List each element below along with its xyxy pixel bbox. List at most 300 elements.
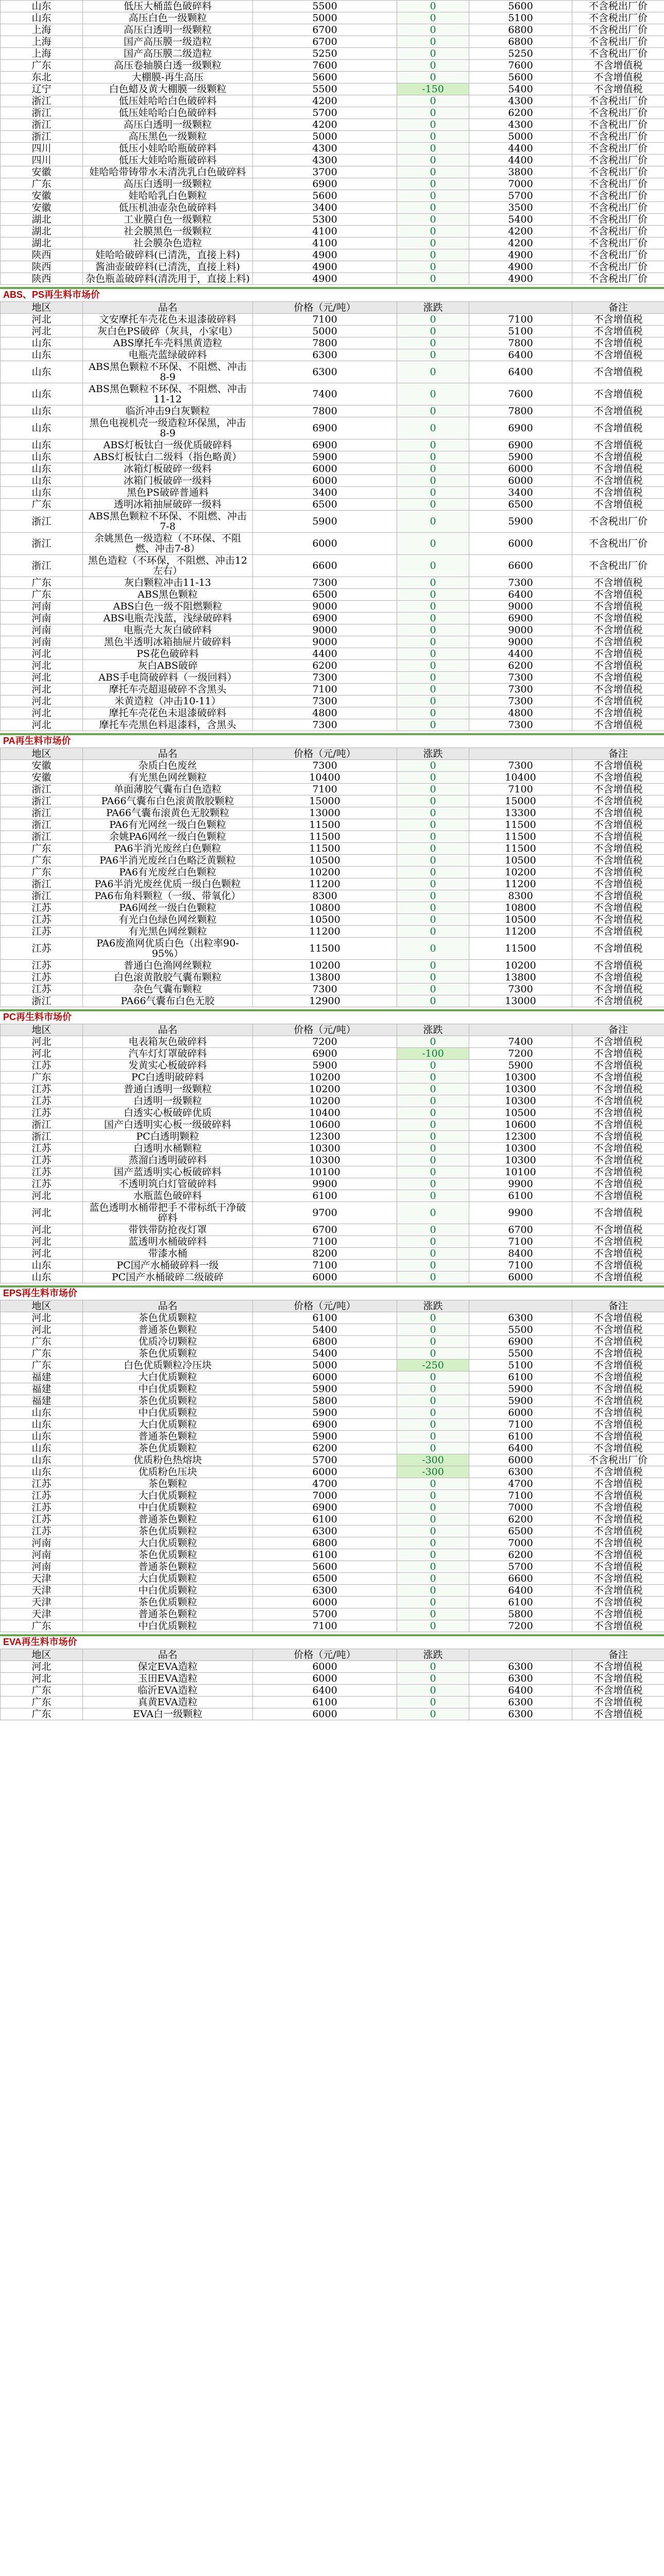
change-cell: 0 [397,214,469,226]
price-table [0,748,664,1007]
product-cell: 大棚膜-再生高压 [83,72,253,83]
change-cell: 0 [397,636,469,648]
table-row [1,383,664,405]
region-cell: 浙江 [1,795,83,807]
table-header-row [1,302,664,314]
product-cell: 茶色优质颗粒 [83,1395,253,1407]
price-cell: 5700 [253,1608,397,1620]
product-cell: 高压白透明一级颗粒 [83,24,253,36]
prev-price-cell: 6400 [469,349,572,361]
table-row [1,926,664,938]
change-cell: 0 [397,1036,469,1048]
price-cell: 7300 [253,672,397,684]
change-cell: 0 [397,499,469,511]
price-cell: 6100 [253,1549,397,1561]
product-cell: 大白优质颗粒 [83,1371,253,1383]
product-cell: 临沂EVA造粒 [83,1685,253,1697]
note-cell: 不含增值税 [572,1143,664,1155]
product-cell: 优质粉色压块 [83,1466,253,1478]
price-cell: 12300 [253,1131,397,1143]
price-cell: 4100 [253,238,397,249]
note-cell: 不含增值税 [572,995,664,1007]
prev-price-cell: 9900 [469,1178,572,1190]
table-header-row [1,1024,664,1036]
price-cell: 5900 [253,1383,397,1395]
table-row [1,119,664,131]
note-cell: 不含增值税 [572,1119,664,1131]
table-row [1,1155,664,1166]
note-cell: 不含增值税 [572,1155,664,1166]
table-row [1,696,664,707]
prev-price-cell: 6300 [469,1708,572,1720]
price-cell: 5900 [253,1060,397,1072]
region-cell: 山东 [1,1454,83,1466]
table-row [1,1336,664,1348]
change-cell: 0 [397,143,469,155]
change-cell: 0 [397,1585,469,1597]
prev-price-cell: 7300 [469,719,572,731]
prev-price-cell: 5800 [469,1608,572,1620]
note-cell: 不含增值税 [572,1502,664,1514]
price-cell: 5500 [253,1,397,12]
change-cell: 0 [397,855,469,867]
product-cell: 杂质白色废丝 [83,760,253,772]
table-row [1,1443,664,1454]
product-cell: 大白优质颗粒 [83,1537,253,1549]
product-cell: 茶色优质颗粒 [83,1312,253,1324]
product-cell: 茶色优质颗粒 [83,1597,253,1608]
change-cell: 0 [397,1395,469,1407]
table-row [1,1431,664,1443]
region-cell: 山东 [1,1443,83,1454]
region-cell: 广东 [1,1348,83,1360]
change-cell: -150 [397,83,469,95]
product-cell: 普通茶色颗粒 [83,1431,253,1443]
prev-price-cell: 7300 [469,684,572,696]
column-header: 品名 [83,1649,253,1661]
price-cell: 10100 [253,1166,397,1178]
table-row [1,984,664,995]
price-cell: 5700 [253,1454,397,1466]
table-row [1,719,664,731]
price-cell: 11200 [253,878,397,890]
note-cell: 不含增值税 [572,1312,664,1324]
product-cell: PA6废渔网优质白色（出粒率90-95%） [83,938,253,960]
region-cell: 山东 [1,1272,83,1283]
change-cell: 0 [397,938,469,960]
region-cell: 河北 [1,660,83,672]
region-cell: 浙江 [1,831,83,843]
region-cell: 山东 [1,1466,83,1478]
price-cell: 10800 [253,902,397,914]
column-header: 价格（元/吨） [253,748,397,760]
table-row [1,1178,664,1190]
note-cell: 不含增值税 [572,577,664,589]
column-header: 地区 [1,1649,83,1661]
price-cell: 12900 [253,995,397,1007]
change-cell: 0 [397,36,469,48]
region-cell: 广东 [1,843,83,855]
change-cell: 0 [397,972,469,984]
note-cell: 不含增值税 [572,463,664,475]
table-row [1,190,664,202]
product-cell: 娃哈哈乳白色颗粒 [83,190,253,202]
prev-price-cell: 7400 [469,1036,572,1048]
price-cell: 10600 [253,1119,397,1131]
price-cell: 5600 [253,190,397,202]
region-cell: 江苏 [1,1166,83,1178]
product-cell: PA6布角料颗粒（一级、带氧化） [83,890,253,902]
column-header: 涨跌 [397,1649,469,1661]
prev-price-cell: 6000 [469,475,572,487]
change-cell: -100 [397,1048,469,1060]
prev-price-cell: 7800 [469,337,572,349]
price-cell: 6000 [253,475,397,487]
region-cell: 广东 [1,855,83,867]
price-cell: 4200 [253,119,397,131]
prev-price-cell: 6100 [469,1371,572,1383]
price-cell: 6900 [253,439,397,451]
product-cell: 杂色瓶盖破碎料(清洗用于，直接上料) [83,273,253,285]
column-header [469,1300,572,1312]
column-header [469,748,572,760]
region-cell: 安徽 [1,190,83,202]
prev-price-cell: 6000 [469,533,572,555]
price-cell: 6000 [253,1371,397,1383]
region-cell: 江苏 [1,1502,83,1514]
product-cell: 低压大娃哈哈瓶破碎料 [83,155,253,166]
column-header: 品名 [83,1300,253,1312]
region-cell: 河北 [1,1312,83,1324]
change-cell: 0 [397,719,469,731]
prev-price-cell: 10500 [469,1107,572,1119]
table-row [1,1312,664,1324]
column-header: 备注 [572,1024,664,1036]
region-cell: 河北 [1,1202,83,1224]
price-cell: 6300 [253,349,397,361]
change-cell: -300 [397,1454,469,1466]
price-cell: 6500 [253,589,397,601]
product-cell: 杂色气囊布颗粒 [83,984,253,995]
price-cell: 7100 [253,684,397,696]
product-cell: 水瓶蓝色破碎料 [83,1190,253,1202]
note-cell: 不含增值税 [572,672,664,684]
prev-price-cell: 8300 [469,890,572,902]
region-cell: 江苏 [1,926,83,938]
price-cell: 4100 [253,226,397,238]
prev-price-cell: 6900 [469,613,572,624]
product-cell: PA66气囊布滚黄色无胶颗粒 [83,807,253,819]
note-cell: 不含税出厂价 [572,131,664,143]
change-cell: 0 [397,511,469,533]
note-cell: 不含增值税 [572,1048,664,1060]
region-cell: 浙江 [1,878,83,890]
region-cell: 山东 [1,1407,83,1419]
note-cell: 不含增值税 [572,784,664,795]
column-header: 品名 [83,1024,253,1036]
region-cell: 广东 [1,1708,83,1720]
change-cell: 0 [397,1549,469,1561]
price-section [0,287,664,731]
region-cell: 辽宁 [1,83,83,95]
table-row [1,1,664,12]
note-cell: 不含增值税 [572,1673,664,1685]
price-cell: 7300 [253,760,397,772]
price-cell: 7100 [253,314,397,326]
change-cell: 0 [397,660,469,672]
change-cell: 0 [397,1248,469,1260]
prev-price-cell: 6000 [469,1407,572,1419]
change-cell: 0 [397,226,469,238]
table-row [1,1119,664,1131]
prev-price-cell: 11200 [469,878,572,890]
note-cell: 不含增值税 [572,1431,664,1443]
region-cell: 安徽 [1,772,83,784]
note-cell: 不含增值税 [572,1407,664,1419]
region-cell: 河北 [1,696,83,707]
table-row [1,914,664,926]
change-cell: 0 [397,475,469,487]
column-header [469,1024,572,1036]
change-cell: 0 [397,795,469,807]
price-cell: 4700 [253,1478,397,1490]
price-cell: 6900 [253,613,397,624]
prev-price-cell: 5900 [469,1060,572,1072]
table-row [1,361,664,383]
prev-price-cell: 7300 [469,577,572,589]
region-cell: 河北 [1,707,83,719]
region-cell: 广东 [1,589,83,601]
prev-price-cell: 7800 [469,405,572,417]
price-cell: 11500 [253,843,397,855]
product-cell: 普通茶色颗粒 [83,1561,253,1573]
price-cell: 7800 [253,337,397,349]
column-header: 价格（元/吨） [253,1300,397,1312]
region-cell: 陕西 [1,261,83,273]
table-row [1,795,664,807]
prev-price-cell: 5900 [469,511,572,533]
note-cell: 不含增值税 [572,795,664,807]
product-cell: 灰白ABS破碎 [83,660,253,672]
prev-price-cell: 9900 [469,1202,572,1224]
region-cell: 天津 [1,1608,83,1620]
table-row [1,261,664,273]
product-cell: 灰白色PS破碎（灰具，小家电） [83,326,253,337]
region-cell: 江苏 [1,1514,83,1526]
product-cell: 白透明水桶颗粒 [83,1143,253,1155]
price-cell: 5000 [253,1360,397,1371]
region-cell: 江苏 [1,1490,83,1502]
change-cell: 0 [397,1119,469,1131]
note-cell: 不含增值税 [572,589,664,601]
table-row [1,1083,664,1095]
change-cell: 0 [397,451,469,463]
product-cell: 黑色造粒（不环保，不阻燃、冲击12左右） [83,555,253,577]
region-cell: 江苏 [1,938,83,960]
price-cell: 6500 [253,499,397,511]
price-cell: 13000 [253,807,397,819]
region-cell: 天津 [1,1585,83,1597]
table-row [1,1561,664,1573]
product-cell: 蓝色透明水桶带把手不带标纸干净破碎料 [83,1202,253,1224]
table-row [1,349,664,361]
table-row [1,867,664,878]
note-cell: 不含增值税 [572,1224,664,1236]
product-cell: 蓝透明水桶破碎料 [83,1236,253,1248]
prev-price-cell: 4200 [469,238,572,249]
prev-price-cell: 5100 [469,12,572,24]
product-cell: ABS黑色颗粒不环保、不阻燃、冲击11-12 [83,383,253,405]
prev-price-cell: 5700 [469,1561,572,1573]
note-cell: 不含增值税 [572,914,664,926]
note-cell: 不含增值税 [572,1685,664,1697]
region-cell: 江苏 [1,1107,83,1119]
price-cell: 5900 [253,511,397,533]
change-cell: 0 [397,772,469,784]
region-cell: 河南 [1,613,83,624]
change-cell: 0 [397,577,469,589]
region-cell: 江苏 [1,960,83,972]
price-cell: 4900 [253,249,397,261]
table-row [1,760,664,772]
region-cell: 浙江 [1,533,83,555]
change-cell: 0 [397,1072,469,1083]
change-cell: 0 [397,696,469,707]
column-header: 品名 [83,302,253,314]
prev-price-cell: 6800 [469,24,572,36]
product-cell: ABS黑色颗粒不环保、不阻燃、冲击7-8 [83,511,253,533]
region-cell: 河北 [1,719,83,731]
column-header: 备注 [572,748,664,760]
table-row [1,72,664,83]
note-cell: 不含增值税 [572,984,664,995]
product-cell: 黑色半透明冰箱抽屉片破碎料 [83,636,253,648]
region-cell: 浙江 [1,131,83,143]
note-cell: 不含税出厂价 [572,48,664,60]
prev-price-cell: 5700 [469,190,572,202]
change-cell: 0 [397,1383,469,1395]
table-row [1,1466,664,1478]
prev-price-cell: 6400 [469,1443,572,1454]
table-row [1,660,664,672]
price-cell: 5600 [253,72,397,83]
region-cell: 山东 [1,475,83,487]
product-cell: 临沂冲击9白灰颗粒 [83,405,253,417]
note-cell: 不含增值税 [572,1260,664,1272]
product-cell: 白色滚黄散胶气囊布颗粒 [83,972,253,984]
price-cell: 6100 [253,1190,397,1202]
region-cell: 浙江 [1,995,83,1007]
note-cell: 不含增值税 [572,1597,664,1608]
prev-price-cell: 13800 [469,972,572,984]
product-cell: 高压卷轴膜白透一级颗粒 [83,60,253,72]
note-cell: 不含税出厂价 [572,1,664,12]
price-cell: 10500 [253,914,397,926]
product-cell: 白色蜡及黄大棚膜一级颗粒 [83,83,253,95]
column-header: 地区 [1,1300,83,1312]
note-cell: 不含增值税 [572,1131,664,1143]
table-row [1,1478,664,1490]
note-cell: 不含税出厂价 [572,555,664,577]
column-header [469,302,572,314]
change-cell: 0 [397,1371,469,1383]
table-row [1,1685,664,1697]
change-cell: 0 [397,589,469,601]
change-cell: 0 [397,417,469,439]
prev-price-cell: 4900 [469,249,572,261]
table-row [1,613,664,624]
region-cell: 上海 [1,36,83,48]
region-cell: 浙江 [1,1119,83,1131]
note-cell: 不含增值税 [572,1360,664,1371]
prev-price-cell: 13000 [469,995,572,1007]
note-cell: 不含增值税 [572,1526,664,1537]
product-cell: PA6有光废丝白色颗粒 [83,867,253,878]
table-row [1,1166,664,1178]
product-cell: 高压白色一级颗粒 [83,12,253,24]
price-cell: 5400 [253,1324,397,1336]
price-cell: 10200 [253,1083,397,1095]
table-row [1,12,664,24]
change-cell: 0 [397,1561,469,1573]
table-row [1,60,664,72]
price-cell: 4800 [253,707,397,719]
prev-price-cell: 4200 [469,226,572,238]
table-row [1,155,664,166]
table-row [1,166,664,178]
table-row [1,878,664,890]
product-cell: ABS手电筒破碎料（一级回料） [83,672,253,684]
prev-price-cell: 9000 [469,601,572,613]
change-cell: 0 [397,902,469,914]
note-cell: 不含税出厂价 [572,107,664,119]
note-cell: 不含增值税 [572,1248,664,1260]
note-cell: 不含增值税 [572,439,664,451]
note-cell: 不含税出厂价 [572,178,664,190]
price-cell: 3700 [253,166,397,178]
note-cell: 不含增值税 [572,696,664,707]
region-cell: 广东 [1,499,83,511]
note-cell: 不含增值税 [572,1202,664,1224]
price-cell: 6000 [253,1661,397,1673]
prev-price-cell: 4700 [469,1478,572,1490]
price-section [0,1009,664,1283]
price-cell: 6800 [253,1336,397,1348]
product-cell: 茶色颗粒 [83,1478,253,1490]
column-header: 涨跌 [397,1024,469,1036]
note-cell: 不含增值税 [572,475,664,487]
product-cell: ABS灯板钛白二级料（指色略黄） [83,451,253,463]
table-row [1,24,664,36]
change-cell: 0 [397,1,469,12]
region-cell: 山东 [1,1260,83,1272]
region-cell: 上海 [1,48,83,60]
prev-price-cell: 6900 [469,417,572,439]
price-table [0,1300,664,1632]
prev-price-cell: 7300 [469,984,572,995]
note-cell: 不含增值税 [572,613,664,624]
region-cell: 河北 [1,1224,83,1236]
product-cell: PA6有光网丝一级白色颗粒 [83,819,253,831]
table-row [1,226,664,238]
prev-price-cell: 4900 [469,261,572,273]
change-cell: -300 [397,1466,469,1478]
region-cell: 浙江 [1,819,83,831]
product-cell: 发黄实心板破碎料 [83,1060,253,1072]
prev-price-cell: 10200 [469,960,572,972]
note-cell: 不含增值税 [572,1060,664,1072]
note-cell: 不含税出厂价 [572,190,664,202]
